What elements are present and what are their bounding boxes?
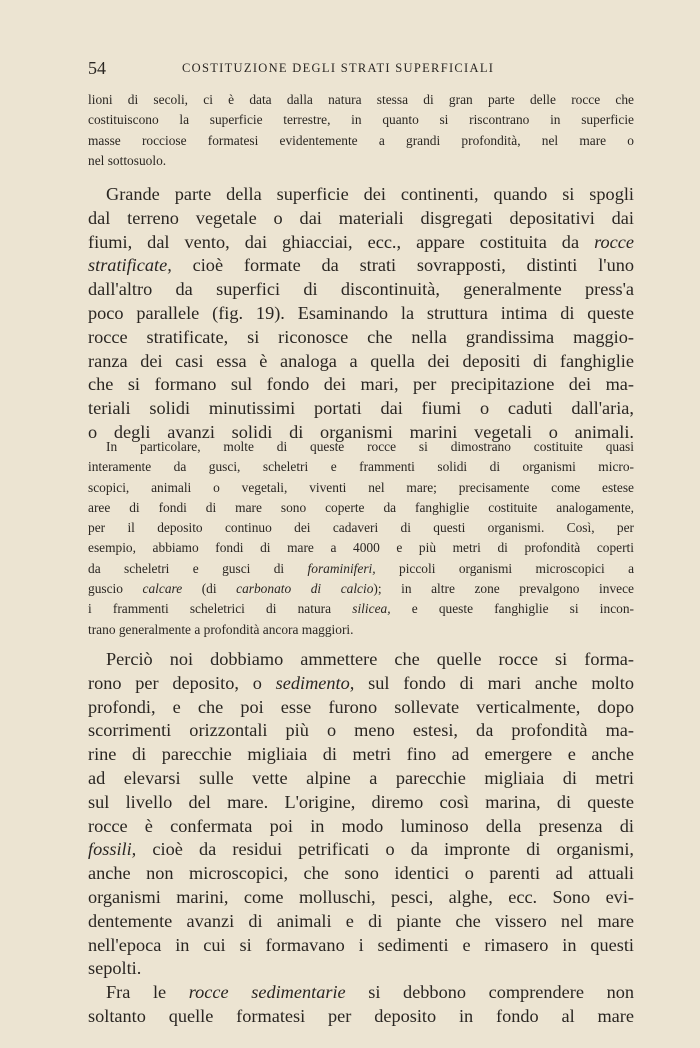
text-line: sepolti. bbox=[88, 958, 142, 979]
text-line: Grande parte della superficie dei continenti, quando si spogli bbox=[106, 184, 634, 204]
text-line: esempio, abbiamo fondi di mare a 4000 e più metri di profondità coperti bbox=[88, 540, 634, 556]
text-span: rono per deposito, o bbox=[88, 672, 276, 693]
text-line bbox=[88, 981, 634, 1005]
text-line: sul livello del mare. L'origine, diremo così marina, di queste bbox=[88, 791, 634, 812]
text-line: dall'altro da superfici di discontinuità, generalmente press'a bbox=[88, 279, 634, 300]
italic-term: rocce bbox=[594, 231, 634, 252]
text-line bbox=[88, 579, 634, 599]
italic-term: calcare bbox=[142, 581, 183, 597]
note-microorganisms bbox=[88, 437, 634, 640]
italic-term: silicea, bbox=[352, 601, 391, 617]
text-line: poco parallele (fig. 19). Esaminando la struttura intima di queste bbox=[88, 302, 634, 323]
text-line bbox=[88, 838, 634, 862]
text-line bbox=[88, 231, 634, 255]
text-line: teriali solidi minutissimi portati dai fiumi o caduti dall'aria, bbox=[88, 398, 634, 419]
text-span: si debbono comprendere non bbox=[345, 982, 634, 1003]
text-line: scopici, animali o vegetali, viventi nel mare; precisamente come estese bbox=[88, 479, 634, 495]
text-line: nell'epoca in cui si formavano i sedimenti e rimasero in questi bbox=[88, 934, 634, 955]
text-span: ); in altre zone prevalgono invece bbox=[373, 581, 634, 597]
text-line: profondi, e che poi esse furono sollevate verticalmente, dopo bbox=[88, 696, 634, 717]
text-line: masse rocciose formatesi evidentemente a grandi profondità, nel mare o bbox=[88, 132, 634, 148]
text-span: sul fondo di mari anche molto bbox=[354, 672, 634, 693]
text-span: Fra le bbox=[106, 982, 189, 1003]
running-title: COSTITUZIONE DEGLI STRATI SUPERFICIALI bbox=[182, 61, 495, 75]
text-span: piccoli organismi microscopici a bbox=[375, 560, 635, 576]
text-line: anche non microscopici, che sono identici o parenti ad attuali bbox=[88, 863, 634, 884]
italic-term: rocce sedimentarie bbox=[188, 982, 346, 1003]
text-line: Perciò noi dobbiamo ammettere che quelle rocce si forma- bbox=[106, 649, 634, 669]
text-line: lioni di secoli, ci è data dalla natura stessa di gran parte delle rocce che bbox=[88, 92, 634, 107]
text-line bbox=[88, 559, 634, 579]
text-span: guscio bbox=[88, 581, 143, 597]
text-line: o degli avanzi solidi di organismi marini vegetali o animali. bbox=[88, 421, 634, 442]
text-span: e queste fanghiglie si incon- bbox=[390, 601, 634, 617]
text-line: organismi marini, come molluschi, pesci, alghe, ecc. Sono evi- bbox=[88, 886, 634, 907]
text-span: cioè formate da strati sovrapposti, distinti l'uno bbox=[171, 255, 634, 276]
text-line: per il deposito continuo dei cadaveri di questi organismi. Così, per bbox=[88, 520, 634, 536]
text-line: rocce è confermata poi in modo luminoso della presenza di bbox=[88, 815, 634, 836]
text-span: fiumi, dal vento, dai ghiacciai, ecc., appare costituita da bbox=[88, 231, 595, 252]
italic-term: stratificate, bbox=[88, 255, 172, 276]
page-header bbox=[88, 58, 638, 80]
text-line: scorrimenti orizzontali più o meno estesi, da profondità ma- bbox=[88, 720, 634, 741]
text-line: trano generalmente a profondità ancora maggiori. bbox=[88, 621, 354, 637]
text-span: i frammenti scheletrici di natura bbox=[88, 601, 353, 617]
text-line: costituiscono la superficie terrestre, in quanto si riscontrano in superficie bbox=[88, 112, 634, 128]
text-line: rine di parecchie migliaia di metri fino ad emergere e anche bbox=[88, 744, 634, 765]
text-line: aree di fondi di mare sono coperte da fanghiglie costituite analogamente, bbox=[88, 499, 634, 515]
italic-term: fossili, bbox=[88, 839, 137, 860]
text-line: interamente da gusci, scheletri e frammenti solidi di organismi micro- bbox=[88, 459, 634, 475]
text-line: che si formano sul fondo dei mari, per precipitazione dei ma- bbox=[88, 374, 634, 395]
text-line: ad elevarsi sulle vette alpine a parecchie migliaia di metri bbox=[88, 767, 634, 788]
paragraph-sedimentary-origin bbox=[88, 648, 634, 1029]
text-line: In particolare, molte di queste rocce si dimostrano costituite quasi bbox=[106, 439, 634, 454]
italic-term: sedimento, bbox=[275, 672, 355, 693]
italic-term: foraminiferi, bbox=[307, 560, 376, 576]
text-line: nel sottosuolo. bbox=[88, 152, 167, 168]
paragraph-stratified-rocks bbox=[88, 183, 634, 445]
text-line bbox=[88, 599, 634, 619]
text-line: dal terreno vegetale o dai materiali disgregati depositativi dai bbox=[88, 207, 634, 228]
text-line: soltanto quelle formatesi per deposito in fondo al mare bbox=[88, 1005, 634, 1026]
text-span: (di bbox=[182, 581, 237, 597]
text-line: rocce stratificate, si riconosce che nella grandissima maggio- bbox=[88, 326, 634, 347]
text-line bbox=[88, 672, 634, 696]
paragraph-continuation bbox=[88, 90, 634, 171]
italic-term: carbonato di calcio bbox=[236, 581, 374, 597]
text-line: ranza dei casi essa è analoga a quella dei depositi di fanghiglie bbox=[88, 350, 634, 371]
text-line bbox=[88, 254, 634, 278]
text-span: cioè da residui petrificati o da impronte di organismi, bbox=[136, 839, 634, 860]
text-line: dentemente avanzi di animali e di piante che vissero nel mare bbox=[88, 910, 634, 931]
text-span: da scheletri e gusci di bbox=[88, 560, 308, 576]
page-number: 54 bbox=[88, 58, 106, 78]
